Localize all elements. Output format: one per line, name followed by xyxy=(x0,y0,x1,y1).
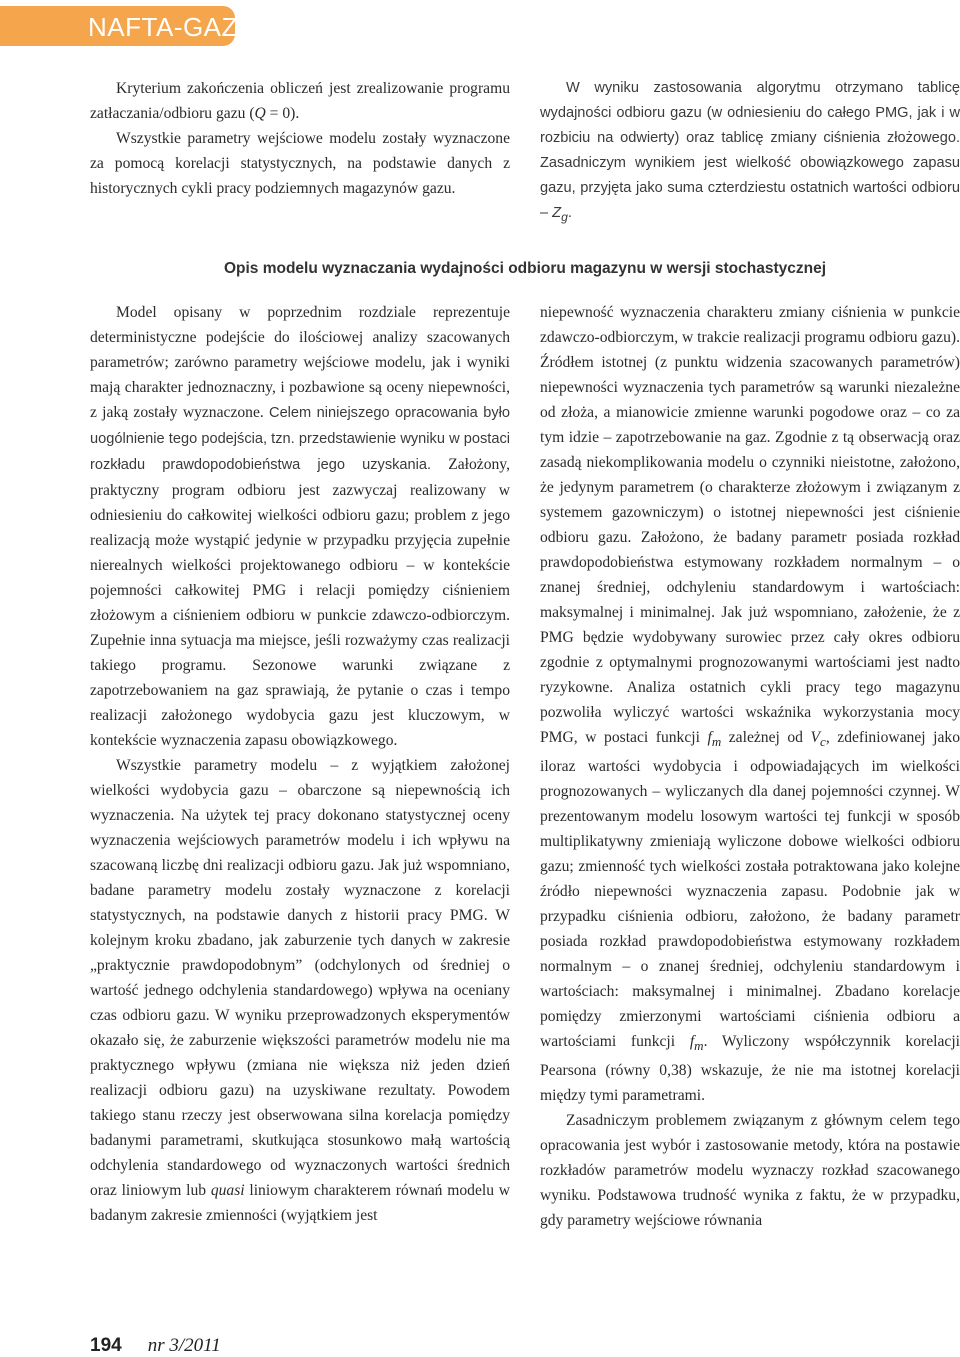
left-paragraph-2: Wszystkie parametry modelu – z wyjątkiem założonej wielkości wydobycia gazu – obarczone są niepewnością ich wyznaczenia. Na użytek tej pracy dokonano statystycznej oceny wyznaczenia wejściowych parametrów modelu i ich wpływu na szacowaną liczbę dni realizacji odbioru gazu. Jak już wspomniano, badane parametry modelu zostały wyznaczone z korelacji statystycznych, na podstawie danych z historii pracy PMG. W kolejnym kroku zbadano, jak zaburzenie tych danych w zakresie „praktycznie prawdopodobnym” (odchylonych od średniej o wartość jednego odchylenia standardowego) wpływa na oceniany czas odbioru gazu. W wyniku przeprowadzonych eksperymentów okazało się, że zaburzenie większości parametrów modelu nie ma praktycznego wpływu (zmiana nie większa niż jeden dzień realizacji odbioru gazu) na uzyskiwane rezultaty. Powodem takiego stanu rzeczy jest obserwowana silna korelacja pomiędzy badanymi parametrami, skutkująca stosunkowo małą wartością odchylenia standardowego od wyznaczonych wartości średnich oraz liniowym lub quasi liniowym charakterem równań modelu w badanym zakresie zmienności (wyjątkiem jest xyxy=(90,757,511,1224)
journal-title: NAFTA-GAZ xyxy=(88,12,238,42)
top-left-paragraph-2: Wszystkie parametry wejściowe modelu zostały wyznaczone za pomocą korelacji statystycznych, na podstawie danych z historycznych cykli pracy podziemnych magazynów gazu. xyxy=(90,130,510,197)
top-left-column xyxy=(90,76,510,201)
issue-number: nr 3/2011 xyxy=(147,1335,221,1356)
top-right-paragraph-1: W wyniku zastosowania algorytmu otrzymano tablicę wydajności odbioru gazu (w odniesieniu do całego PMG, jak i w rozbiciu na odwierty) oraz tablicę zmiany ciśnienia złożowego. Zasadniczym wynikiem jest wielkość obowiązkowego zapasu gazu, przyjęta jako suma czterdziestu ostatnich wartości odbioru – $Z_g$. xyxy=(540,80,960,224)
right-paragraph-1: niepewność wyznaczenia charakteru zmiany ciśnienia w punkcie zdawczo-odbiorczym, w trakcie realizacji programu odbioru gazu). Źródłem istotnej (z punktu widzenia szacowanych parametrów) niepewności wyznaczenia tych parametrów są warunki niezależne od złoża, a mianowicie zmienne warunki pogodowe oraz – co za tym idzie – zapotrzebowanie na gaz. Zgodnie z tą obserwacją oraz zasadą niekomplikowania modelu o czynniki nieistotne, założono, że jedynym parametrem (o charakterze złożowym i związanym z systemem gazowniczym) o istotnej niepewności jest ciśnienie odbioru gazu. Założono, że badany parametr posiada rozkład prawdopodobieństwa estymowany rozkładem normalnym – o znanej średniej, odchyleniu standardowym i wartościach: maksymalnej i minimalnej. Jak już wspomniano, założenie, że z PMG będzie wydobywany surowiec przez cały okres odbioru zgodnie z optymalnymi prognozowanymi wartościami jest nadto ryzykowne. Analiza ostatnich cykli pracy tego magazynu pozwoliła wyliczyć wartości wskaźnika wykorzystania mocy PMG, w postaci funkcji $f_m$ zależnej od $V_c$, zdefiniowanej jako iloraz wartości wydobycia i odpowiadających im wielkości prognozowanych – wyliczanych dla danej pojemności czynnej. W prezentowanym modelu losowym wartości tej funkcji w sposób multiplikatywny zmieniają wyliczone dobowe wielkości odbioru gazu; zmienność tych wielkości została potraktowana jako kolejne źródło niepewności wyznaczenia zapasu. Podobnie jak w przypadku ciśnienia odbioru, założono, że badany parametr posiada rozkład prawdopodobieństwa estymowany rozkładem normalnym – o znanej średniej, odchyleniu standardowym i wartościach: maksymalnej i minimalnej. Zbadano korelacje pomiędzy zmierzonymi wartościami ciśnienia odbioru a wartościami funkcji $f_m$. Wyliczony współczynnik korelacji Pearsona (równy 0,38) wskazuje, że nie ma istotnej korelacji między tymi parametrami. xyxy=(540,304,960,1105)
left-paragraph-1: Model opisany w poprzednim rozdziale reprezentuje deterministyczne podejście do ilościowej analizy szacowanych parametrów; zarówno parametry wejściowe modelu, jak i wyniki mają charakter jednoznaczny, i pozbawione są oceny niepewności, z jaką zostały wyznaczone. Celem niniejszego opracowania było uogólnienie tego podejścia, tzn. przedstawienie wyniku w postaci rozkładu prawdopodobieństwa jego uzyskania. Założony, praktyczny program odbioru jest zazwyczaj realizowany w odniesieniu do całkowitej wielkości odbioru gazu; problem z jego realizacją może wystąpić jedynie w przypadku przyjęcia zupełnie nierealnych wielkości projektowanego odbioru – w kontekście pojemności całkowitej PMG i relacji pomiędzy ciśnieniem złożowym a ciśnieniem odbioru w punkcie zdawczo-odbiorczym. Zupełnie inna sytuacja ma miejsce, jeśli rozważymy czas realizacji takiego programu. Sezonowe warunki związane z zapotrzebowaniem na gaz sprawiają, że pytanie o czas i tempo realizacji założonego wydobycia gazu jest kluczowym, w kontekście wyznaczenia zapasu obowiązkowego. xyxy=(90,304,510,749)
page-number: 194 xyxy=(90,1335,122,1356)
section-heading: Opis modelu wyznaczania wydajności odbioru magazynu w wersji stochastycznej xyxy=(223,260,827,277)
top-left-paragraph-1: Kryterium zakończenia obliczeń jest zrealizowanie programu zatłaczania/odbioru gazu (Q = 0). xyxy=(90,80,510,122)
right-paragraph-2: Zasadniczym problemem związanym z głównym celem tego opracowania jest wybór i zastosowanie metody, która na postawie rozkładów parametrów modelu wyznaczy rozkład szacowanego wyniku. Podstawowa trudność wynika z faktu, że w przypadku, gdy parametry wejściowe równania xyxy=(540,1112,960,1230)
page-footer xyxy=(90,1335,221,1357)
right-column xyxy=(540,300,960,1233)
left-column xyxy=(90,300,510,1228)
journal-badge xyxy=(0,6,238,46)
top-right-column xyxy=(540,76,960,230)
